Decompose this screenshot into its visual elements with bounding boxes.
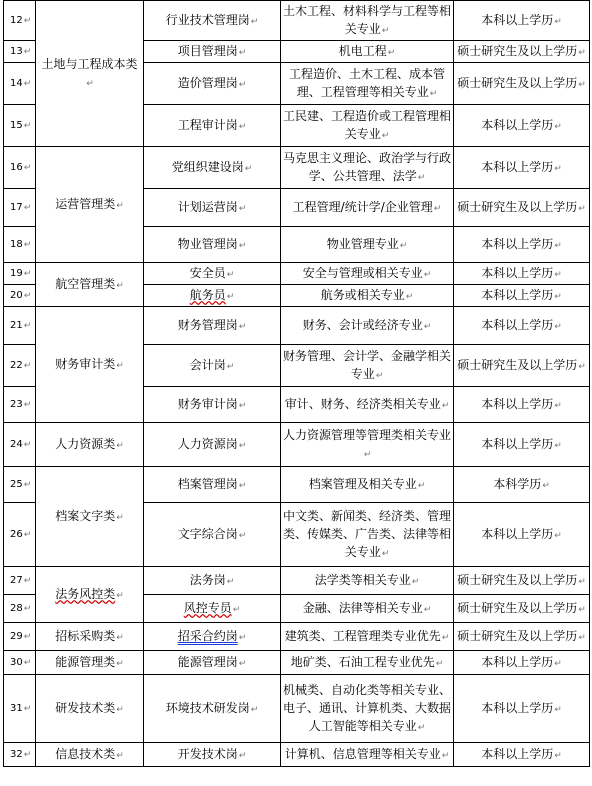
- education-cell: 硕士研究生及以上学历↵: [454, 63, 590, 105]
- education-cell: 本科以上学历↵: [454, 263, 590, 285]
- major-cell: 中文类、新闻类、经济类、管理类、传媒类、广告类、法律等相关专业↵: [281, 503, 454, 567]
- row-number: 17↵: [4, 189, 36, 227]
- major-cell: 法学类等相关专业↵: [281, 567, 454, 595]
- table-row: [4, 675, 590, 743]
- post-cell: 物业管理岗↵: [144, 227, 281, 263]
- table-row: [4, 263, 590, 285]
- major-cell: 人力资源管理等管理类相关专业↵: [281, 423, 454, 467]
- post-cell: 财务审计岗↵: [144, 387, 281, 423]
- major-cell: 航务或相关专业↵: [281, 285, 454, 307]
- education-cell: 硕士研究生及以上学历↵: [454, 595, 590, 623]
- category-cell: 人力资源类↵: [36, 423, 144, 467]
- row-number: 27↵: [4, 567, 36, 595]
- table-row: [4, 467, 590, 503]
- category-cell: 能源管理类↵: [36, 651, 144, 675]
- major-cell: 机械类、自动化类等相关专业、电子、通讯、计算机类、大数据人工智能等相关专业↵: [281, 675, 454, 743]
- major-cell: 工程造价、土木工程、成本管理、工程管理等相关专业↵: [281, 63, 454, 105]
- major-cell: 档案管理及相关专业↵: [281, 467, 454, 503]
- row-number: 13↵: [4, 41, 36, 63]
- table-row: [4, 567, 590, 595]
- row-number: 24↵: [4, 423, 36, 467]
- post-cell: 安全员↵: [144, 263, 281, 285]
- education-cell: 硕士研究生及以上学历↵: [454, 189, 590, 227]
- row-number: 30↵: [4, 651, 36, 675]
- post-cell: 航务员↵: [144, 285, 281, 307]
- education-cell: 硕士研究生及以上学历↵: [454, 567, 590, 595]
- major-cell: 机电工程↵: [281, 41, 454, 63]
- category-cell: 航空管理类↵: [36, 263, 144, 307]
- major-cell: 审计、财务、经济类相关专业↵: [281, 387, 454, 423]
- row-number: 16↵: [4, 147, 36, 189]
- post-cell: 人力资源岗↵: [144, 423, 281, 467]
- table-row: [4, 623, 590, 651]
- table-row: [4, 1, 590, 41]
- post-cell: 环境技术研发岗↵: [144, 675, 281, 743]
- post-cell: 能源管理岗↵: [144, 651, 281, 675]
- row-number: 23↵: [4, 387, 36, 423]
- major-cell: 财务、会计或经济专业↵: [281, 307, 454, 345]
- row-number: 18↵: [4, 227, 36, 263]
- row-number: 31↵: [4, 675, 36, 743]
- education-cell: 本科以上学历↵: [454, 147, 590, 189]
- education-cell: 硕士研究生及以上学历↵: [454, 345, 590, 387]
- education-cell: 本科以上学历↵: [454, 423, 590, 467]
- major-cell: 财务管理、会计学、金融学相关专业↵: [281, 345, 454, 387]
- row-number: 19↵: [4, 263, 36, 285]
- major-cell: 计算机、信息管理等相关专业↵: [281, 743, 454, 767]
- table-row: [4, 147, 590, 189]
- category-cell: 档案文字类↵: [36, 467, 144, 567]
- major-cell: 土木工程、材料科学与工程等相关专业↵: [281, 1, 454, 41]
- major-cell: 安全与管理或相关专业↵: [281, 263, 454, 285]
- education-cell: 本科以上学历↵: [454, 503, 590, 567]
- post-cell: 造价管理岗↵: [144, 63, 281, 105]
- category-cell: 招标采购类↵: [36, 623, 144, 651]
- education-cell: 本科以上学历↵: [454, 227, 590, 263]
- post-cell: 开发技术岗↵: [144, 743, 281, 767]
- education-cell: 本科以上学历↵: [454, 105, 590, 147]
- post-cell: 财务管理岗↵: [144, 307, 281, 345]
- row-number: 21↵: [4, 307, 36, 345]
- education-cell: 本科以上学历↵: [454, 651, 590, 675]
- post-cell: 招采合约岗↵: [144, 623, 281, 651]
- table-row: [4, 423, 590, 467]
- table-row: [4, 307, 590, 345]
- category-cell: 土地与工程成本类↵: [36, 1, 144, 147]
- row-number: 22↵: [4, 345, 36, 387]
- education-cell: 本科以上学历↵: [454, 675, 590, 743]
- major-cell: 工民建、工程造价或工程管理相关专业↵: [281, 105, 454, 147]
- post-cell: 会计岗↵: [144, 345, 281, 387]
- post-cell: 文字综合岗↵: [144, 503, 281, 567]
- major-cell: 物业管理专业↵: [281, 227, 454, 263]
- row-number: 15↵: [4, 105, 36, 147]
- major-cell: 地矿类、石油工程专业优先↵: [281, 651, 454, 675]
- table-row: [4, 651, 590, 675]
- education-cell: 本科以上学历↵: [454, 743, 590, 767]
- category-cell: 研发技术类↵: [36, 675, 144, 743]
- post-cell: 计划运营岗↵: [144, 189, 281, 227]
- recruitment-table: [3, 0, 590, 767]
- education-cell: 本科以上学历↵: [454, 1, 590, 41]
- major-cell: 建筑类、工程管理类专业优先↵: [281, 623, 454, 651]
- row-number: 29↵: [4, 623, 36, 651]
- education-cell: 本科以上学历↵: [454, 285, 590, 307]
- row-number: 14↵: [4, 63, 36, 105]
- row-number: 32↵: [4, 743, 36, 767]
- category-cell: 法务风控类↵: [36, 567, 144, 623]
- major-cell: 马克思主义理论、政治学与行政学、公共管理、法学↵: [281, 147, 454, 189]
- education-cell: 本科以上学历↵: [454, 387, 590, 423]
- education-cell: 硕士研究生及以上学历↵: [454, 623, 590, 651]
- post-cell: 工程审计岗↵: [144, 105, 281, 147]
- row-number: 28↵: [4, 595, 36, 623]
- post-cell: 项目管理岗↵: [144, 41, 281, 63]
- education-cell: 硕士研究生及以上学历↵: [454, 41, 590, 63]
- post-cell: 党组织建设岗↵: [144, 147, 281, 189]
- category-cell: 信息技术类↵: [36, 743, 144, 767]
- category-cell: 运营管理类↵: [36, 147, 144, 263]
- education-cell: 本科以上学历↵: [454, 307, 590, 345]
- post-cell: 行业技术管理岗↵: [144, 1, 281, 41]
- post-cell: 档案管理岗↵: [144, 467, 281, 503]
- row-number: 26↵: [4, 503, 36, 567]
- table-row: [4, 743, 590, 767]
- major-cell: 金融、法律等相关专业↵: [281, 595, 454, 623]
- major-cell: 工程管理/统计学/企业管理↵: [281, 189, 454, 227]
- post-cell: 法务岗↵: [144, 567, 281, 595]
- post-cell: 风控专员↵: [144, 595, 281, 623]
- row-number: 20↵: [4, 285, 36, 307]
- row-number: 25↵: [4, 467, 36, 503]
- row-number: 12↵: [4, 1, 36, 41]
- category-cell: 财务审计类↵: [36, 307, 144, 423]
- education-cell: 本科学历↵: [454, 467, 590, 503]
